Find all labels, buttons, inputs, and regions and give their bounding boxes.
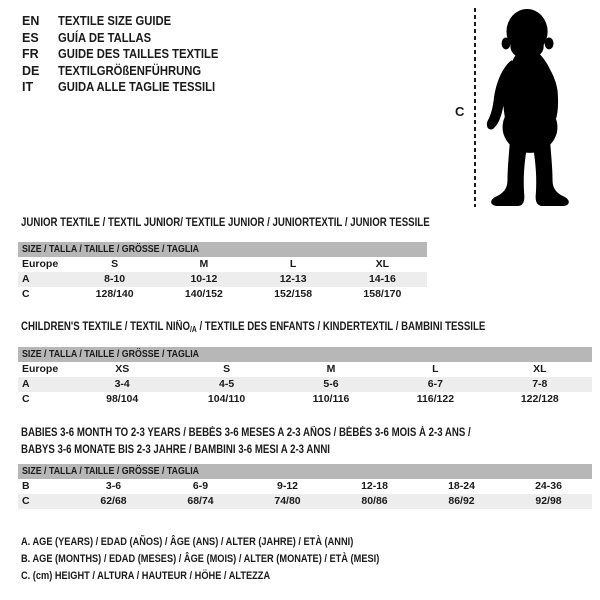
height-cell: 86/92	[448, 495, 475, 507]
footnote-c	[21, 568, 448, 585]
footnote-b-text: B. AGE (MONTHS) / EDAD (MESES) / ÂGE (MOIS) / ALTER (MONATE) / ETÀ (MESI)	[21, 553, 380, 565]
language-title: TEXTILE SIZE GUIDE	[58, 14, 172, 28]
size-header-text: SIZE / TALLA / TAILLE / GRÖSSE / TAGLIA	[22, 243, 200, 255]
language-row-es	[22, 30, 236, 47]
table-row-height	[18, 392, 592, 407]
height-cell: 62/68	[100, 495, 127, 507]
junior-table-title-text: JUNIOR TEXTILE / TEXTIL JUNIOR/ TEXTILE JUNIOR / JUNIORTEXTIL / JUNIOR TESSILE	[21, 217, 430, 229]
height-cell: 104/110	[207, 393, 246, 405]
babies-size-table	[18, 464, 592, 509]
age-cell: 6-7	[427, 378, 443, 390]
size-cell: S	[223, 363, 231, 375]
row-label: C	[22, 393, 30, 405]
age-cell: 5-6	[323, 378, 339, 390]
size-cell: S	[111, 258, 119, 270]
row-label: B	[22, 480, 30, 492]
age-cell: 8-10	[104, 273, 126, 285]
size-header-bar	[18, 347, 592, 362]
size-cell: L	[432, 363, 439, 375]
language-row-it	[22, 79, 236, 96]
height-measure-dashed-line	[474, 8, 476, 207]
table-row-months	[18, 479, 592, 494]
row-label: A	[22, 378, 30, 390]
footnote-c-text: C. (cm) HEIGHT / ALTURA / HAUTEUR / HÖHE / ALTEZZA	[21, 570, 271, 582]
table-row-height	[18, 287, 427, 302]
height-cell: 92/98	[535, 495, 562, 507]
children-table-title-text	[21, 320, 485, 337]
size-cell: XS	[115, 363, 130, 375]
children-title-pre: CHILDREN'S TEXTILE / TEXTIL NIÑO	[21, 321, 191, 333]
months-cell: 24-36	[535, 480, 562, 492]
height-cell: 80/86	[361, 495, 388, 507]
size-header-text: SIZE / TALLA / TAILLE / GRÖSSE / TAGLIA	[22, 465, 200, 477]
language-title: GUIDA ALLE TAGLIE TESSILI	[58, 80, 216, 94]
age-cell: 10-12	[190, 273, 218, 285]
footnote-legend	[21, 534, 448, 585]
language-code: ES	[22, 30, 39, 45]
months-cell: 12-18	[361, 480, 388, 492]
row-label: A	[22, 273, 30, 285]
language-title: GUÍA DE TALLAS	[58, 30, 152, 45]
footnote-a	[21, 534, 448, 551]
age-cell: 4-5	[219, 378, 235, 390]
language-title: GUIDE DES TAILLES TEXTILE	[58, 47, 219, 61]
size-cell: M	[199, 258, 209, 270]
months-cell: 9-12	[276, 480, 298, 492]
height-cell: 74/80	[274, 495, 301, 507]
height-cell: 68/74	[187, 495, 214, 507]
babies-title-line2: BABYS 3-6 MONATE BIS 2-3 JAHRE / BAMBINI 3-6 MESI A 2-3 ANNI	[21, 443, 330, 456]
row-label: C	[22, 495, 30, 507]
height-cell: 122/128	[520, 393, 559, 405]
row-label: Europe	[22, 363, 59, 375]
children-title-sub: /A	[190, 325, 197, 334]
height-cell: 110/116	[312, 393, 350, 405]
months-cell: 6-9	[192, 480, 209, 492]
table-row-age	[18, 377, 592, 392]
size-cell: XL	[375, 258, 390, 270]
height-cell: 152/158	[274, 288, 313, 300]
language-title: TEXTILGRÖßENFÜHRUNG	[58, 63, 202, 78]
language-row-fr	[22, 46, 236, 63]
height-cell: 140/152	[184, 288, 223, 300]
language-code: DE	[22, 63, 40, 78]
children-table-title	[21, 320, 574, 337]
size-header-bar	[18, 242, 427, 257]
table-row-europe	[18, 257, 427, 272]
junior-table-title	[21, 216, 507, 230]
months-cell: 3-6	[105, 480, 122, 492]
size-cell: L	[289, 258, 297, 270]
language-code: FR	[22, 47, 39, 61]
age-cell: 7-8	[532, 378, 548, 390]
language-code: EN	[22, 14, 40, 28]
language-row-en	[22, 13, 236, 30]
height-cell: 128/140	[95, 288, 134, 300]
table-row-europe	[18, 362, 592, 377]
height-cell: 98/104	[106, 393, 139, 405]
size-cell: M	[326, 363, 336, 375]
size-cell: XL	[533, 363, 547, 375]
age-cell: 12-13	[279, 273, 307, 285]
row-label: Europe	[22, 258, 59, 270]
row-label: C	[22, 288, 30, 300]
babies-table-title	[21, 425, 556, 458]
language-code: IT	[22, 80, 34, 94]
junior-size-table	[18, 242, 427, 302]
toddler-silhouette-icon	[481, 7, 579, 209]
height-cell: 116/122	[416, 393, 455, 405]
language-row-de	[22, 63, 236, 80]
children-size-table	[18, 347, 592, 407]
footnote-b	[21, 551, 448, 568]
size-header-text: SIZE / TALLA / TAILLE / GRÖSSE / TAGLIA	[22, 348, 200, 360]
footnote-a-text: A. AGE (YEARS) / EDAD (AÑOS) / ÂGE (ANS) / ALTER (JAHRE) / ETÀ (ANNI)	[21, 536, 354, 548]
size-header-bar	[18, 464, 592, 479]
table-row-height	[18, 494, 592, 509]
age-cell: 3-4	[114, 378, 130, 390]
height-cell: 158/170	[363, 288, 402, 300]
table-row-age	[18, 272, 427, 287]
babies-title-line1: BABIES 3-6 MONTH TO 2-3 YEARS / BEBÉS 3-6 MESES A 2-3 AÑOS / BÉBÉS 3-6 MOIS À 2-3 ANS /	[21, 427, 471, 439]
months-cell: 18-24	[448, 480, 475, 492]
language-title-list	[22, 13, 236, 96]
children-title-post: / TEXTILE DES ENFANTS / KINDERTEXTIL / BAMBINI TESSILE	[196, 321, 486, 333]
age-cell: 14-16	[368, 273, 396, 285]
height-measure-label: C	[455, 104, 465, 119]
